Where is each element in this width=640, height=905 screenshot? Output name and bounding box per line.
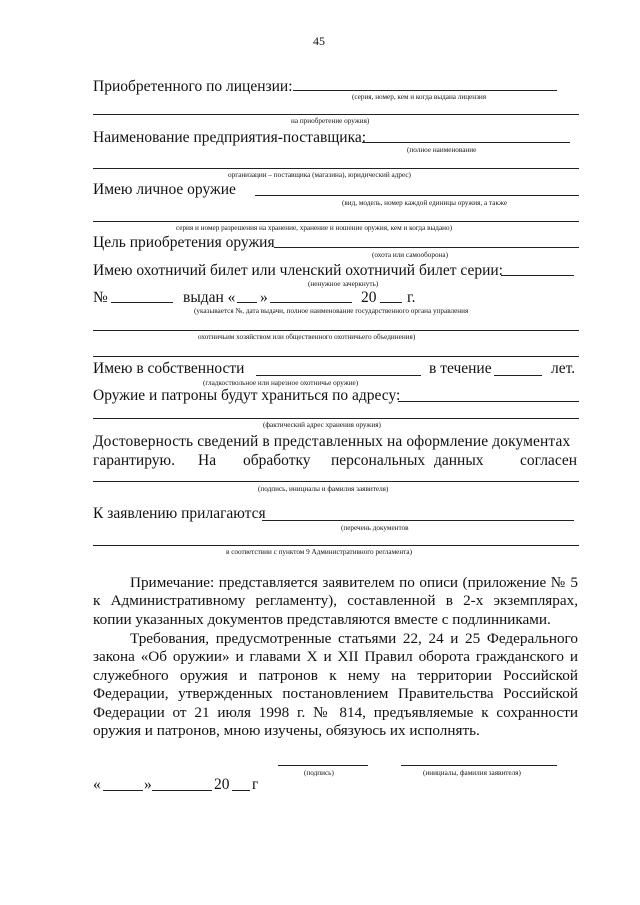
- personal-weapon-field-2[interactable]: [93, 221, 579, 222]
- consent-word-1: гарантирую.: [93, 452, 175, 469]
- issued-year-prefix: 20: [361, 289, 377, 306]
- issued-label: выдан «: [183, 289, 236, 306]
- purpose-field[interactable]: [274, 247, 579, 248]
- date-year-field[interactable]: [232, 790, 250, 791]
- attachments-hint-2: в соответствии с пунктом 9 Административного регламента): [226, 548, 412, 556]
- note-paragraph-2: Требования, предусмотренные статьями 22, 24 и 25 Федерального закона «Об оружии» и главами X и XII Правил оборота гражданского и служебного оружия и патронов к нему на территории Российской Федерации, утвержденных постановлением Правительства Российской Федерации от 21 июля 1998 г. № 814, предъявляемые к сохранности оружия и патронов, мною изучены, обязуюсь их исполнять.: [93, 630, 578, 740]
- hunting-ticket-label: Имею охотничий билет или членский охотничий билет серии:: [93, 262, 503, 279]
- license-field-2[interactable]: [93, 114, 579, 115]
- purpose-label: Цель приобретения оружия: [93, 234, 275, 251]
- issued-month-field[interactable]: [270, 302, 352, 303]
- date-day-field[interactable]: [103, 790, 143, 791]
- license-label: Приобретенного по лицензии:: [93, 78, 293, 95]
- issuer-hint: охотничьим хозяйством или общественного охотничьего объединения): [198, 333, 416, 341]
- purpose-hint: (охота или самооборона): [372, 251, 448, 259]
- issuer-field[interactable]: [93, 330, 579, 331]
- date-year-suffix: г: [252, 776, 259, 793]
- date-month-field[interactable]: [152, 790, 212, 791]
- note-paragraph-1: Примечание: представляется заявителем по описи (приложение № 5 к Административному регламенту), составленной в 2-х экземплярах, копии указанных документов представляются вместе с подлинниками.: [93, 574, 578, 628]
- storage-hint: (фактический адрес хранения оружия): [263, 421, 381, 429]
- consent-signature-field[interactable]: [93, 481, 579, 482]
- personal-weapon-hint: (вид, модель, номер каждой единицы оружия, а также: [342, 199, 508, 207]
- years-label: лет.: [551, 360, 576, 377]
- consent-word-6: согласен: [520, 452, 578, 469]
- consent-word-4: персональных: [331, 452, 426, 469]
- storage-field[interactable]: [398, 401, 579, 402]
- name-hint: (инициалы, фамилия заявителя): [423, 769, 521, 777]
- consent-word-2: На: [198, 452, 217, 469]
- storage-field-2[interactable]: [93, 418, 579, 419]
- issued-day-field[interactable]: [237, 302, 257, 303]
- issued-year-suffix: г.: [407, 289, 416, 306]
- hunting-ticket-hint: (ненужное зачеркнуть): [308, 280, 379, 288]
- consent-hint: (подпись, инициалы и фамилия заявителя): [258, 485, 389, 493]
- consent-line-1: Достоверность сведений в представленных на оформление документах: [93, 433, 571, 450]
- attachments-field[interactable]: [262, 520, 574, 521]
- ticket-number-field[interactable]: [111, 302, 173, 303]
- during-label: в течение: [429, 360, 492, 377]
- ownership-field[interactable]: [256, 375, 421, 376]
- name-field[interactable]: [401, 765, 557, 766]
- date-open-quote: «: [93, 776, 101, 793]
- supplier-label: Наименование предприятия-поставщика:: [93, 129, 367, 146]
- consent-word-5: данных: [434, 452, 484, 469]
- signature-hint: (подпись): [304, 769, 334, 777]
- attachments-hint: (перечень документов: [341, 524, 409, 532]
- personal-weapon-hint-2: серия и номер разрешения на хранение, хранение и ношение оружия, кем и когда выдано): [176, 224, 452, 232]
- page-number: 45: [313, 34, 325, 48]
- attachments-field-2[interactable]: [93, 545, 579, 546]
- issued-year-field[interactable]: [380, 302, 402, 303]
- extra-field[interactable]: [93, 356, 579, 357]
- years-field[interactable]: [494, 375, 542, 376]
- personal-weapon-label: Имею личное оружие: [93, 181, 236, 198]
- issued-quote-close: »: [260, 289, 268, 306]
- supplier-hint-2: организации – поставщика (магазина), юридический адрес): [228, 171, 411, 179]
- attachments-label: К заявлению прилагаются: [93, 505, 266, 522]
- supplier-field[interactable]: [362, 142, 570, 143]
- license-hint: (серия, номер, кем и когда выдана лицензия: [352, 93, 487, 101]
- license-hint-2: на приобретение оружия): [291, 117, 370, 125]
- issued-hint: (указывается №, дата выдачи, полное наименование государственного органа управления: [194, 307, 469, 315]
- storage-label: Оружие и патроны будут храниться по адресу:: [93, 387, 401, 404]
- number-sign: №: [93, 289, 108, 306]
- supplier-hint: (полное наименование: [407, 146, 477, 154]
- hunting-ticket-series-field[interactable]: [501, 275, 574, 276]
- personal-weapon-field[interactable]: [255, 195, 579, 196]
- ownership-hint: (гладкоствольное или нарезное охотничье оружие): [203, 379, 359, 387]
- date-close-quote: »: [144, 776, 152, 793]
- supplier-field-2[interactable]: [93, 168, 579, 169]
- signature-field[interactable]: [278, 765, 368, 766]
- ownership-label: Имею в собственности: [93, 360, 245, 377]
- license-field[interactable]: [293, 90, 557, 91]
- consent-word-3: обработку: [243, 452, 311, 469]
- date-year-prefix: 20: [214, 776, 230, 793]
